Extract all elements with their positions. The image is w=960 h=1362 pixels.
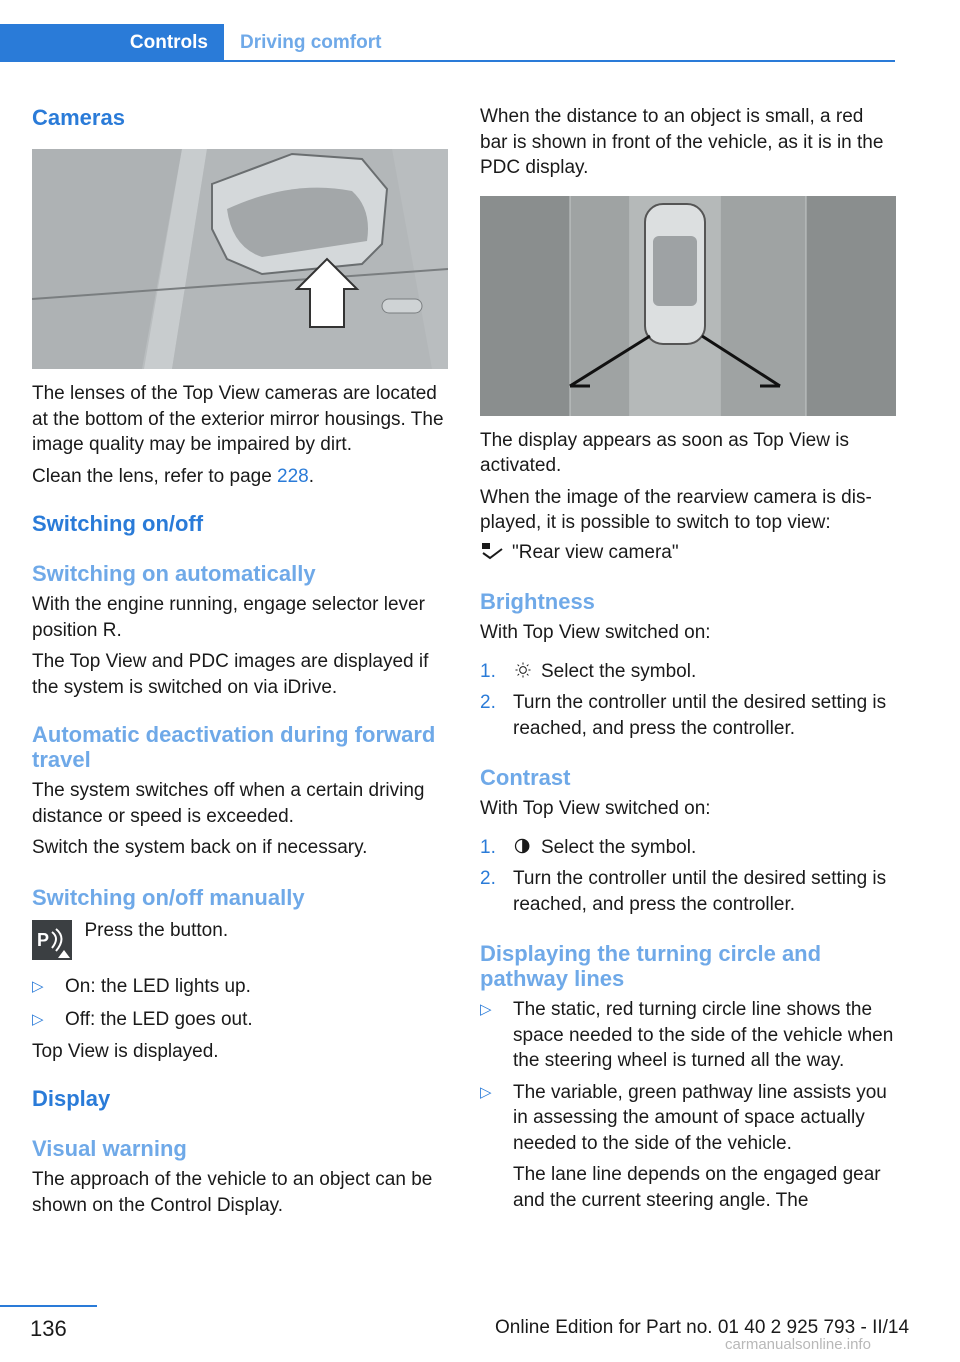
paragraph-deact1: The system switches off when a certain driving distance or speed is exceeded. (32, 780, 425, 827)
mirror-illustration (32, 149, 448, 369)
press-row (32, 920, 448, 964)
paragraph-deact2: Switch the system back on if necessary. (32, 837, 368, 858)
edition-text: Online Edition for Part no. 01 40 2 925 793 - II/14 (495, 1317, 910, 1338)
paragraph-auto1: With the engine running, engage selector lever position R. (32, 594, 425, 641)
turning-bullets (480, 997, 896, 1156)
heading-cameras: Cameras (32, 105, 125, 130)
contrast-steps (480, 835, 896, 918)
list-item: ▷ The static, red turning circle line shows the space needed to the side of the vehicle when the steering wheel is turned all the way. (480, 999, 894, 1071)
footer-divider (0, 1305, 97, 1307)
page-link-228[interactable]: 228 (277, 465, 309, 487)
page-header (0, 0, 895, 62)
list-item: ▷ Off: the LED goes out. (32, 1007, 448, 1033)
clean-suffix: . (308, 465, 315, 487)
mirror-camera-image (32, 149, 448, 369)
list-item: ▷ On: the LED lights up. (32, 974, 448, 1000)
parking-assist-icon (32, 920, 72, 960)
rear-camera-icon (480, 541, 504, 561)
paragraph-rearview: When the image of the rearview camera is displayed, it is possible to switch to top view: (480, 486, 872, 533)
menu-rear-view-label[interactable]: "Rear view camera" (512, 541, 679, 563)
press-button-text: Press the button. (84, 919, 229, 941)
left-column (32, 100, 448, 1218)
heading-visual: Visual warning (32, 1136, 187, 1161)
right-column (480, 100, 896, 1213)
bullet-marker: ▷ (32, 1011, 44, 1028)
pdc-button-icon[interactable] (32, 920, 72, 960)
paragraph-visual: The approach of the vehicle to an object can be shown on the Control Display. (32, 1169, 433, 1216)
bullet-marker: ▷ (32, 977, 44, 995)
heading-deactivation: Automatic deactivation during forward travel (32, 722, 436, 772)
top-view-display-image (480, 196, 896, 416)
clean-prefix: Clean the lens, refer to page (32, 465, 278, 487)
svg-text:P: P (37, 929, 50, 950)
tab-driving-comfort[interactable]: Driving comfort (240, 32, 382, 53)
tab-controls[interactable]: Controls (0, 24, 224, 62)
paragraph-with1: With Top View switched on: (480, 622, 711, 643)
heading-turning: Displaying the turning circle and pathway lines (480, 941, 822, 991)
brightness-steps (480, 659, 896, 742)
brightness-icon[interactable] (513, 660, 533, 680)
page-number: 136 (30, 1316, 67, 1341)
list-item: 1. Select the symbol. (480, 660, 697, 682)
list-item: 2. Turn the controller until the desired setting is reached, and press the controller. (480, 692, 887, 739)
contrast-icon[interactable] (513, 836, 533, 856)
header-divider (224, 60, 895, 62)
bullet-marker: ▷ (480, 1083, 492, 1101)
list-item: 2. Turn the controller until the desired setting is reached, and press the controller. (480, 868, 887, 915)
led-bullets (32, 974, 448, 1033)
paragraph-lenses: The lenses of the Top View cameras are located at the bottom of the exterior mirror housings. The image quality may be impaired by dirt. (32, 383, 444, 455)
paragraph-with2: With Top View switched on: (480, 798, 711, 819)
heading-contrast: Contrast (480, 765, 571, 790)
paragraph-auto2: The Top View and PDC images are displayed if the system is switched on via iDrive. (32, 651, 429, 698)
heading-auto: Switching on automatically (32, 561, 316, 586)
list-item: 1. Select the symbol. (480, 836, 697, 858)
bullet-marker: ▷ (480, 1001, 492, 1018)
list-item: ▷ The variable, green pathway line assists you in assessing the amount of space actually needed to the side of the vehicle. (480, 1081, 887, 1154)
heading-switching: Switching on/off (32, 511, 204, 536)
paragraph-displayed: Top View is displayed. (32, 1040, 219, 1062)
menu-rear-view-row (480, 540, 896, 566)
site-watermark: carmanualsonline.info (725, 1336, 871, 1353)
paragraph-appears: The display appears as soon as Top View is activated. (480, 429, 849, 476)
paragraph-redbar: When the distance to an object is small, a red bar is shown in front of the vehicle, as it is in the PDC display. (480, 106, 884, 178)
heading-manual: Switching on/off manually (32, 884, 305, 910)
paragraph-clean (32, 464, 448, 490)
heading-brightness: Brightness (480, 589, 595, 614)
heading-display: Display (32, 1086, 111, 1111)
top-view-illustration (480, 196, 896, 416)
paragraph-lane: The lane line depends on the engaged gear and the current steering angle. The (513, 1164, 881, 1211)
